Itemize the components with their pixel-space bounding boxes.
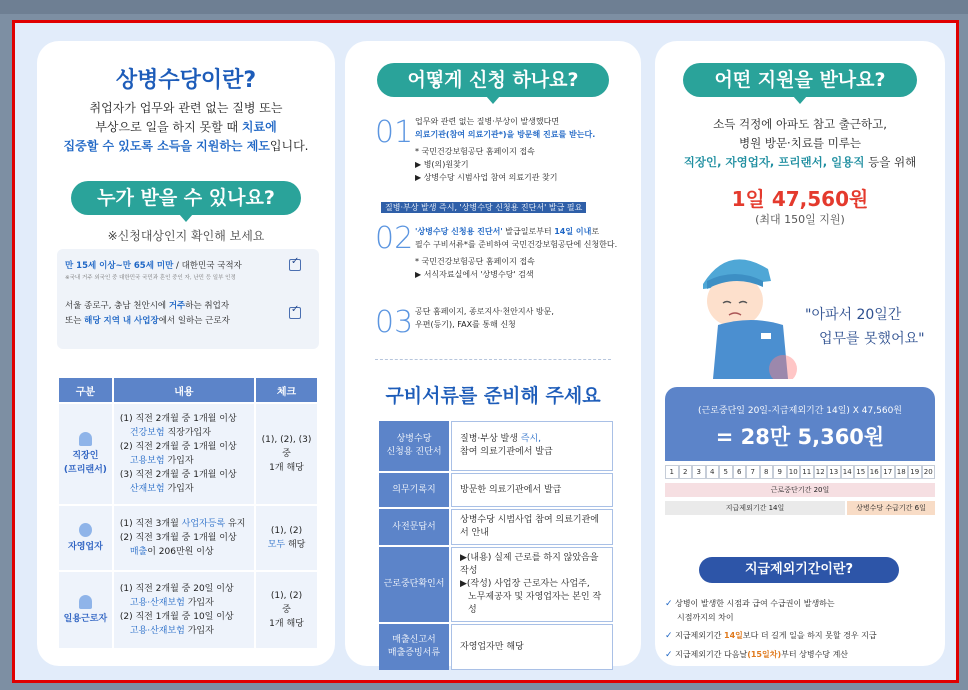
step-bullet: ▶ 병(의)원찾기 [415, 160, 469, 169]
content-line: (2) 직전 3개월 중 1개월 이상 [119, 533, 237, 543]
column-what-is [37, 41, 335, 666]
explanation-emphasis: (15일차) [747, 650, 782, 659]
step-emphasis: '상병수당 신청용 진단서' [415, 227, 503, 236]
content-text: 직장가입자 [164, 428, 211, 438]
intro-text [37, 99, 335, 156]
content-line [120, 426, 248, 440]
criterion-text: 서울 종로구, 충남 천안시에 [65, 301, 169, 311]
documents-table [377, 419, 615, 672]
explanation-text: 지급제외기간 다음날 [675, 650, 748, 659]
check-line [256, 538, 317, 552]
person-icon [79, 595, 92, 609]
content-emphasis: 고용·산재보험 [129, 626, 185, 636]
check-text: 해당 [285, 540, 306, 550]
document-name: 사전문답서 [379, 509, 449, 545]
content-line [120, 517, 248, 531]
support-description [655, 115, 945, 172]
content-line: (1) 직전 2개월 중 1개월 이상 [119, 414, 237, 424]
check-line: (1), (2), (3) [261, 435, 312, 445]
day-cell: 5 [719, 465, 733, 479]
category-cell [59, 404, 112, 504]
check-cell [256, 572, 317, 648]
step-1-highlight [381, 195, 586, 214]
work-stop-bar: 근로중단기간 20일 [665, 483, 935, 497]
content-text: 유지 [225, 519, 246, 529]
document-desc-line: 노무제공자 및 자영업자는 본인 작성 [468, 592, 602, 615]
criterion-emphasis: 거주 [168, 301, 186, 311]
step-line: 필수 구비서류*를 준비하여 국민건강보험공단에 신청한다. [415, 240, 618, 249]
document-desc [451, 547, 613, 622]
content-line [120, 624, 248, 638]
criterion-note: ※국내 거주 외국인 중 대한민국 국민과 혼인 중인 자, 난민 등 일부 인정 [65, 275, 236, 281]
content-emphasis: 사업자등록 [181, 519, 226, 529]
content-emphasis: 고용보험 [129, 456, 165, 466]
how-to-apply-pill: 어떻게 신청 하나요? [377, 63, 609, 97]
table-row [379, 547, 613, 622]
support-pill: 어떤 지원을 받나요? [683, 63, 917, 97]
check-line: 중 [282, 605, 291, 615]
explanation-text: 시점까지의 차이 [677, 613, 734, 622]
check-note: ※신청대상인지 확인해 보세요 [107, 229, 265, 243]
day-cell: 19 [908, 465, 922, 479]
document-name [379, 421, 449, 471]
content-line: (2) 직전 2개월 중 1개월 이상 [119, 442, 237, 452]
category-label: 자영업자 [68, 541, 103, 552]
exclusion-bar: 지급제외기간 14일 [665, 501, 845, 515]
step-line: 의료기관(참여 의료기관*)을 방문해 진료를 받는다. [415, 130, 596, 139]
document-name: 의무기록지 [379, 473, 449, 507]
table-row [59, 506, 317, 570]
highlight-text: 질병·부상 발생 즉시, '상병수당 신청용 진단서' 발급 필요 [381, 202, 586, 213]
step-emphasis: 14일 이내 [554, 227, 592, 236]
daily-amount: 1일 47,560원 [731, 187, 869, 211]
table-header-row [59, 378, 317, 402]
day-cell: 4 [706, 465, 720, 479]
content-line [120, 596, 248, 610]
criterion-residence [65, 299, 230, 329]
worker-illustration-icon [683, 229, 803, 379]
day-cell: 11 [800, 465, 814, 479]
step-line: 업무와 관련 없는 질병·부상이 발생했다면 [415, 117, 560, 126]
check-cell [256, 506, 317, 570]
content-line: (2) 직전 1개월 중 10일 이상 [119, 612, 234, 622]
document-name [379, 624, 449, 670]
document-desc-line: ▶(내용) 실제 근로를 하지 않았음을 작성 [460, 553, 599, 576]
category-cell [59, 572, 112, 648]
check-line: (1), (2) [270, 526, 303, 536]
criterion-text: 하는 취업자 [185, 301, 230, 311]
content-cell [114, 404, 254, 504]
intro-line [37, 118, 335, 137]
check-icon [289, 259, 301, 271]
day-cell: 12 [814, 465, 828, 479]
explanation-emphasis: 14일 [724, 631, 743, 640]
column-support [655, 41, 945, 666]
step-number: 03 [375, 305, 414, 340]
who-eligible-pill: 누가 받을 수 있나요? [71, 181, 301, 215]
content-line [120, 482, 248, 496]
criteria-box [57, 249, 319, 349]
category-sublabel: (프리랜서) [63, 464, 107, 475]
category-label: 직장인 [72, 450, 99, 461]
day-cell: 2 [679, 465, 693, 479]
document-desc: 상병수당 시범사업 참여 의료기관에서 안내 [451, 509, 613, 545]
document-name-line: 상병수당 [396, 434, 432, 444]
document-name: 근로중단확인서 [379, 547, 449, 622]
criterion-emphasis: 만 15세 이상~만 65세 미만 [65, 261, 174, 271]
day-cell: 14 [841, 465, 855, 479]
content-emphasis: 매출 [129, 547, 148, 557]
day-cell: 13 [827, 465, 841, 479]
table-row [379, 473, 613, 507]
table-header: 체크 [256, 378, 317, 402]
timeline-panel [661, 461, 939, 537]
explanation-item [665, 597, 940, 611]
calculation-formula: (근로중단일 20일-지급제외기간 14일) X 47,560원 [698, 406, 902, 416]
day-cell: 7 [746, 465, 760, 479]
content-line: (1) 직전 2개월 중 20일 이상 [119, 584, 234, 594]
step-bullet: * 국민건강보험공단 홈페이지 접속 [415, 147, 535, 156]
intro-segment: 입니다. [269, 139, 309, 153]
category-cell [59, 506, 112, 570]
explanation-item [665, 648, 940, 662]
content-emphasis: 고용·산재보험 [129, 598, 185, 608]
criterion-text: 또는 [65, 316, 85, 326]
criterion-line [65, 299, 230, 314]
column-how-to-apply [345, 41, 641, 666]
table-header: 내용 [114, 378, 254, 402]
document-desc-line: 참여 의료기관에서 발급 [460, 447, 553, 457]
day-cell: 3 [692, 465, 706, 479]
person-icon [79, 432, 92, 446]
explanation-text: 상병이 발생한 시점과 급여 수급권이 발생하는 [675, 599, 835, 608]
intro-line: 취업자가 업무와 관련 없는 질병 또는 [89, 101, 283, 115]
table-row [379, 509, 613, 545]
check-emphasis: 모두 [267, 540, 286, 550]
table-row [379, 624, 613, 670]
check-icon: ✓ [665, 631, 673, 641]
explanation-item [665, 629, 940, 643]
eligibility-table [57, 376, 319, 650]
page-title: 상병수당이란? [115, 68, 257, 93]
document-desc-line [460, 433, 604, 446]
table-row [59, 404, 317, 504]
table-header: 구분 [59, 378, 112, 402]
desc-emphasis: 즉시, [520, 434, 541, 444]
day-cell: 6 [733, 465, 747, 479]
exclusion-period-title: 지급제외기간이란? [699, 557, 899, 583]
step-bullet: * 국민건강보험공단 홈페이지 접속 [415, 257, 535, 266]
step-text: 로 [591, 227, 600, 236]
day-cell: 10 [787, 465, 801, 479]
calculation-total: = 28만 5,360원 [715, 425, 885, 449]
document-name-line: 매출증빙서류 [387, 648, 441, 658]
table-row [59, 572, 317, 648]
benefit-bar: 상병수당 수급기간 6일 [847, 501, 935, 515]
content-text: 이 206만원 이상 [147, 547, 214, 557]
content-text: 가입자 [164, 456, 194, 466]
document-desc-line: ▶(작성) 사업장 근로자는 사업주, [460, 579, 590, 589]
day-cell: 8 [760, 465, 774, 479]
step-line [415, 225, 640, 238]
day-cell: 20 [922, 465, 936, 479]
criterion-text: / 대한민국 국적자 [173, 261, 242, 271]
desc-text: 질병·부상 발생 [460, 434, 521, 444]
document-name-line: 매출신고서 [392, 635, 436, 645]
content-line [120, 454, 248, 468]
content-text: 가입자 [164, 484, 194, 494]
check-icon: ✓ [665, 599, 673, 609]
step-3 [415, 305, 640, 331]
check-icon [289, 307, 301, 319]
criterion-age [65, 259, 242, 271]
content-text: 가입자 [184, 626, 214, 636]
support-line [655, 153, 945, 172]
support-line: 소득 걱정에 아파도 참고 출근하고, [713, 117, 887, 131]
check-line: 1개 해당 [269, 463, 304, 473]
step-1 [415, 115, 640, 184]
content-emphasis: 산재보험 [129, 484, 165, 494]
documents-title: 구비서류를 준비해 주세요 [385, 385, 601, 407]
explanation-text: 보다 더 길게 일을 하지 못할 경우 지급 [742, 631, 877, 640]
step-line: 우편(등기), FAX를 통해 신청 [415, 320, 516, 329]
check-line: 중 [282, 449, 291, 459]
document-name-line: 신청용 진단서 [386, 447, 442, 457]
won-icon [79, 523, 92, 537]
table-row [379, 421, 613, 471]
top-strip [0, 0, 968, 14]
day-cell: 17 [881, 465, 895, 479]
document-desc: 방문한 의료기관에서 발급 [451, 473, 613, 507]
criterion-line [65, 314, 230, 329]
max-days: (최대 150일 지원) [755, 213, 845, 226]
step-bullet: ▶ 상병수당 시범사업 참여 의료기관 찾기 [415, 173, 558, 182]
step-2 [415, 225, 640, 281]
explanation-text: 지급제외기간 [675, 631, 725, 640]
quote-line: "아파서 20일간 [805, 307, 902, 323]
content-cell [114, 506, 254, 570]
step-line: 공단 홈페이지, 종로지사·천안지사 방문, [415, 307, 554, 316]
quote-line: 업무를 못했어요" [819, 331, 925, 347]
day-cell: 18 [895, 465, 909, 479]
intro-emphasis: 집중할 수 있도록 소득을 지원하는 제도 [63, 139, 270, 153]
step-number: 02 [375, 221, 414, 256]
support-line: 병원 방문·치료를 미루는 [738, 136, 862, 150]
content-cell [114, 572, 254, 648]
content-line [120, 545, 248, 559]
explanation-text: 부터 상병수당 계산 [781, 650, 849, 659]
step-text: 발급일로부터 [502, 227, 555, 236]
step-bullet: ▶ 서식자료실에서 '상병수당' 검색 [415, 270, 534, 279]
criterion-text: 에서 일하는 근로자 [158, 316, 230, 326]
day-cell: 15 [854, 465, 868, 479]
day-cell: 9 [773, 465, 787, 479]
step-number: 01 [375, 115, 414, 150]
intro-emphasis: 치료에 [241, 120, 277, 134]
worker-quote [805, 303, 925, 351]
brochure-frame [12, 20, 959, 683]
content-text: (1) 직전 3개월 [119, 519, 182, 529]
check-line: (1), (2) [270, 591, 303, 601]
intro-segment: 부상으로 일을 하지 못할 때 [95, 120, 242, 134]
document-desc [451, 421, 613, 471]
content-emphasis: 건강보험 [129, 428, 165, 438]
day-cell: 16 [868, 465, 882, 479]
support-emphasis: 직장인, 자영업자, 프리랜서, 일용직 [683, 155, 865, 169]
check-icon: ✓ [665, 650, 673, 660]
content-text: 가입자 [184, 598, 214, 608]
section-divider [375, 359, 611, 360]
intro-line [37, 137, 335, 156]
support-text: 등을 위해 [864, 155, 917, 169]
content-line: (3) 직전 2개월 중 1개월 이상 [119, 470, 237, 480]
criterion-emphasis: 해당 지역 내 사업장 [84, 316, 159, 326]
exclusion-explanation [665, 597, 940, 662]
document-desc: 자영업자만 해당 [451, 624, 613, 670]
day-cell: 1 [665, 465, 679, 479]
check-line: 1개 해당 [269, 619, 304, 629]
category-label: 일용근로자 [63, 613, 108, 624]
check-cell [256, 404, 317, 504]
